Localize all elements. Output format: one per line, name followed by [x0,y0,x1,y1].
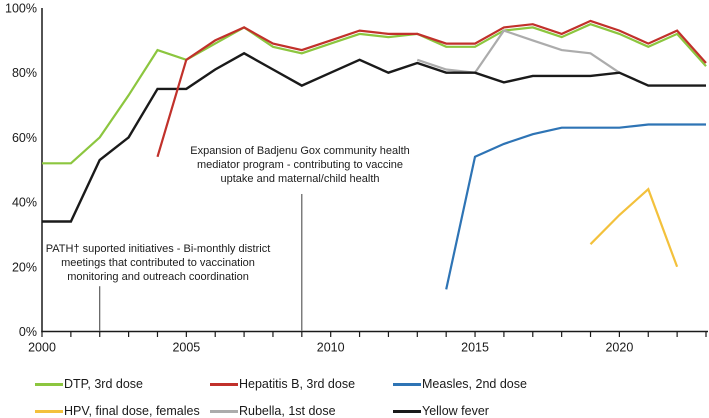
series-line-rubella-1st-dose [417,31,619,73]
y-tick-label: 0% [18,325,37,339]
legend-label-dtp: DTP, 3rd dose [64,377,143,391]
y-tick-label: 80% [11,66,37,81]
legend-swatch-measles [393,383,421,386]
series-line-dtp-3rd-dose [42,24,706,163]
annotation-line: uptake and maternal/child health [220,173,380,185]
annotation-path-initiatives [40,242,276,284]
annotation-line: meetings that contributed to vaccination [61,257,255,269]
series-line-hpv-final-dose-females [591,189,678,267]
legend-swatch-hepatitis-b [210,383,238,386]
annotation-line: PATH† suported initiatives - Bi-monthly district [45,243,271,255]
legend-item-hepatitis-b [210,377,355,391]
legend-item-yellow-fever [393,404,489,418]
legend-label-measles: Measles, 2nd dose [422,377,527,391]
y-tick-label: 40% [11,195,37,210]
annotation-line: Expansion of Badjenu Gox community health [190,145,410,157]
legend-item-measles [393,377,527,391]
x-tick-label: 2010 [316,340,345,355]
legend-label-rubella: Rubella, 1st dose [239,404,336,418]
y-tick-label: 100% [5,1,37,16]
legend-swatch-dtp [35,383,63,386]
legend-swatch-rubella [210,410,238,413]
x-tick-label: 2000 [28,340,56,355]
annotation-badjenu-gox [158,144,442,186]
annotation-line: monitoring and outreach coordination [67,271,249,283]
legend-swatch-hpv [35,410,63,413]
legend-label-yellow-fever: Yellow fever [422,404,489,418]
legend-label-hpv: HPV, final dose, females [64,404,200,418]
x-tick-label: 2005 [172,340,201,355]
x-tick-label: 2015 [461,340,489,355]
legend-label-hepatitis-b: Hepatitis B, 3rd dose [239,377,356,391]
series-line-yellow-fever [42,53,706,221]
series-line-measles-2nd-dose [446,125,706,290]
legend-item-rubella [210,404,336,418]
y-tick-label: 60% [11,130,37,145]
annotation-line: mediator program - contributing to vaccine [196,159,404,171]
legend-item-hpv [35,404,200,418]
legend-item-dtp [35,377,143,391]
y-tick-label: 20% [11,260,37,275]
x-tick-label: 2020 [605,340,634,355]
legend-swatch-yellow-fever [393,410,421,413]
